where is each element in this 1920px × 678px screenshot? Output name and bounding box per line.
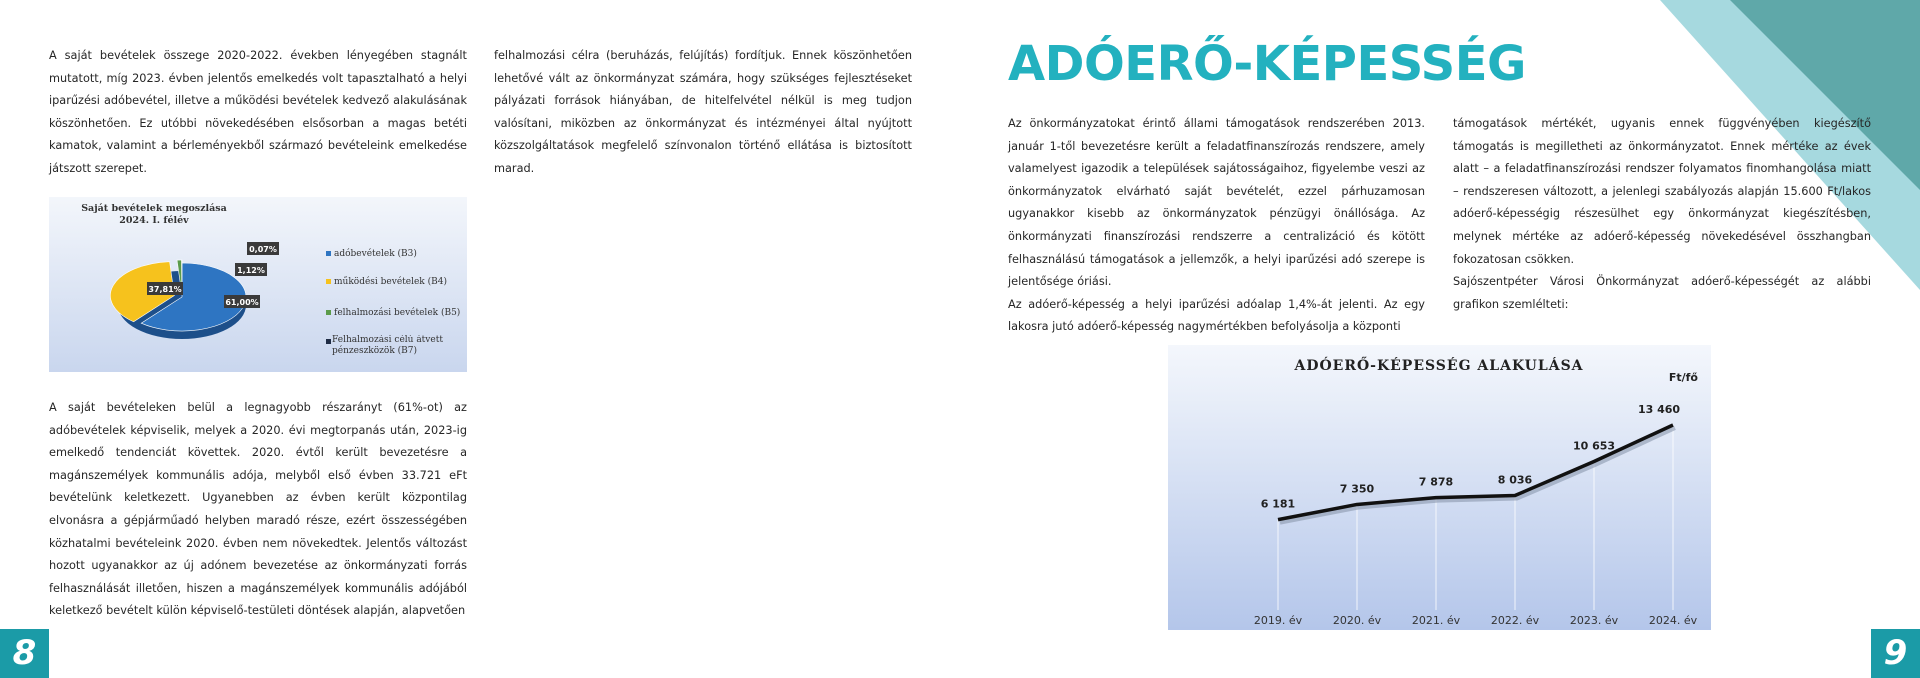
pie-data-label: [247, 242, 279, 255]
line-chart-svg: [1168, 345, 1711, 630]
data-label: 7 350: [1339, 482, 1375, 496]
pie-data-label: [147, 282, 183, 295]
paragraph: A saját bevételeken belül a legnagyobb részarányt (61%-ot) az adóbevételek képviselik, melyek a 2020. évi megtorpanás után, 2023-ig emelkedő tendenciát követtek. 2020. évtől került bevezetésre a magánszemélyek kommunális adója, melyből első évben 33.721 eFt bevételünk keletkezett. Ugyanebben az évben került központilag elvonásra a gépjárműadó helyben maradó része, ezért összességében közhatalmi bevételeink 2020. évben nem növekedtek. Jelentős változást hozott ugyanakkor az új adónem bevezetése az önkormányzati forrás felhasználását illetően, hiszen a magánszemélyek kommunális adójából keletkező bevételt külön képviselő-testületi döntések alapján, alapvetően: [49, 401, 467, 618]
paragraph: támogatások mértékét, ugyanis ennek függvényében kiegészítő támogatás is megilletheti az önkormányzatot. Ennek mértéke az évek alatt – a feladatfinanszírozási rendszer folyamatos finomhangolása miatt – rendszeresen változott, a jelenlegi szabályozás alapján 15.600 Ft/lakos adóerő-képességig részesülhet egy önkormányzat kiegészítésben, melynek mértéke az adóerő-képesség növekedésével összhangban fokozatosan csökken.: [1453, 117, 1871, 266]
left-column-1-bottom: [49, 397, 467, 623]
legend-label: adóbevételek (B3): [334, 249, 417, 259]
legend-label: Felhalmozási célú átvett pénzeszközök (B7): [332, 335, 443, 356]
data-label: 10 653: [1572, 439, 1616, 453]
x-tick-label: 2021. év: [1411, 614, 1461, 627]
pie-chart-subtitle: 2024. I. félév: [119, 215, 189, 226]
line-chart-title: ADÓERŐ-KÉPESSÉG ALAKULÁSA: [1294, 358, 1584, 374]
right-column-2: [1453, 113, 1871, 316]
legend-swatch: [326, 310, 331, 315]
pie-data-label: [235, 263, 267, 276]
pie-legend: [326, 248, 464, 365]
line-chart: [1168, 345, 1711, 630]
legend-label: felhalmozási bevételek (B5): [334, 308, 461, 318]
line-chart-unit: Ft/fő: [1668, 371, 1698, 384]
left-column-1-top: [49, 45, 467, 181]
svg-text:1,12%: 1,12%: [237, 266, 265, 275]
right-page: [960, 0, 1920, 678]
paragraph: Az adóerő-képesség a helyi iparűzési adóalap 1,4%-át jelenti. Az egy lakosra jutó adóerő-képesség nagymértékben befolyásolja a központi: [1008, 297, 1425, 334]
page-number-left: 8: [0, 629, 49, 678]
data-label: 6 181: [1260, 497, 1296, 511]
legend-swatch: [326, 339, 331, 344]
data-label: 7 878: [1418, 475, 1454, 489]
pie-data-label: [224, 295, 260, 308]
legend-label: működési bevételek (B4): [334, 277, 447, 287]
svg-text:61,00%: 61,00%: [225, 298, 259, 307]
legend-swatch: [326, 251, 331, 256]
paragraph: Sajószentpéter Városi Önkormányzat adóerő-képességét az alábbi grafikon szemlélteti:: [1453, 275, 1871, 311]
paragraph: Az önkormányzatokat érintő állami támogatások rendszerében 2013. január 1-től bevezetésre került a feladatfinanszírozás rendszere, amely valamelyest igazodik a települések sajátosságaihoz, figyelembe veszi az önkormányzatok elvárható saját bevételét, ezzel párhuzamosan ugyanakkor kisebb az önkormányzatok pénzügyi önállósága. Az önkormányzati finanszírozási rendszerre a centralizáció és kötött felhasználású támogatások a jellemzők, a helyi iparűzési adó szerepe is jelentősége óriási.: [1008, 117, 1425, 289]
x-tick-label: 2023. év: [1569, 614, 1619, 627]
right-column-1: [1008, 113, 1425, 339]
x-tick-label: 2024. év: [1648, 614, 1698, 627]
x-tick-label: 2022. év: [1490, 614, 1540, 627]
data-label: 8 036: [1497, 473, 1533, 487]
x-tick-label: 2019. év: [1253, 614, 1303, 627]
left-column-2: [494, 45, 912, 181]
data-label: 13 460: [1637, 403, 1681, 417]
pie-chart-svg: [49, 197, 467, 372]
pie-chart: [49, 197, 467, 372]
page-number-right: 9: [1871, 629, 1920, 678]
legend-swatch: [326, 279, 331, 284]
svg-text:37,81%: 37,81%: [148, 285, 182, 294]
page-title: ADÓERŐ-KÉPESSÉG: [1008, 36, 1526, 92]
paragraph: A saját bevételek összege 2020-2022. években lényegében stagnált mutatott, míg 2023. évben jelentős emelkedés volt tapasztalható a helyi iparűzési adóbevétel, illetve a működési bevételek kedvező alakulásának köszönhetően. Ez utóbbi növekedésében elsősorban a magas betéti kamatok, valamint a bérleményekből származó bevételeink emelkedése játszott szerepet.: [49, 49, 467, 175]
svg-text:0,07%: 0,07%: [249, 245, 277, 254]
paragraph: felhalmozási célra (beruházás, felújítás) fordítjuk. Ennek köszönhetően lehetővé vált az önkormányzat számára, hogy szükséges fejlesztéseket pályázati források hiányában, de hitelfelvétel nélkül is meg tudjon valósítani, miközben az önkormányzat és intézményei által nyújtott közszolgáltatások megfelelő színvonalon történő ellátása is biztosított marad.: [494, 49, 912, 175]
pie-chart-title: Saját bevételek megoszlása: [81, 203, 227, 214]
x-tick-label: 2020. év: [1332, 614, 1382, 627]
